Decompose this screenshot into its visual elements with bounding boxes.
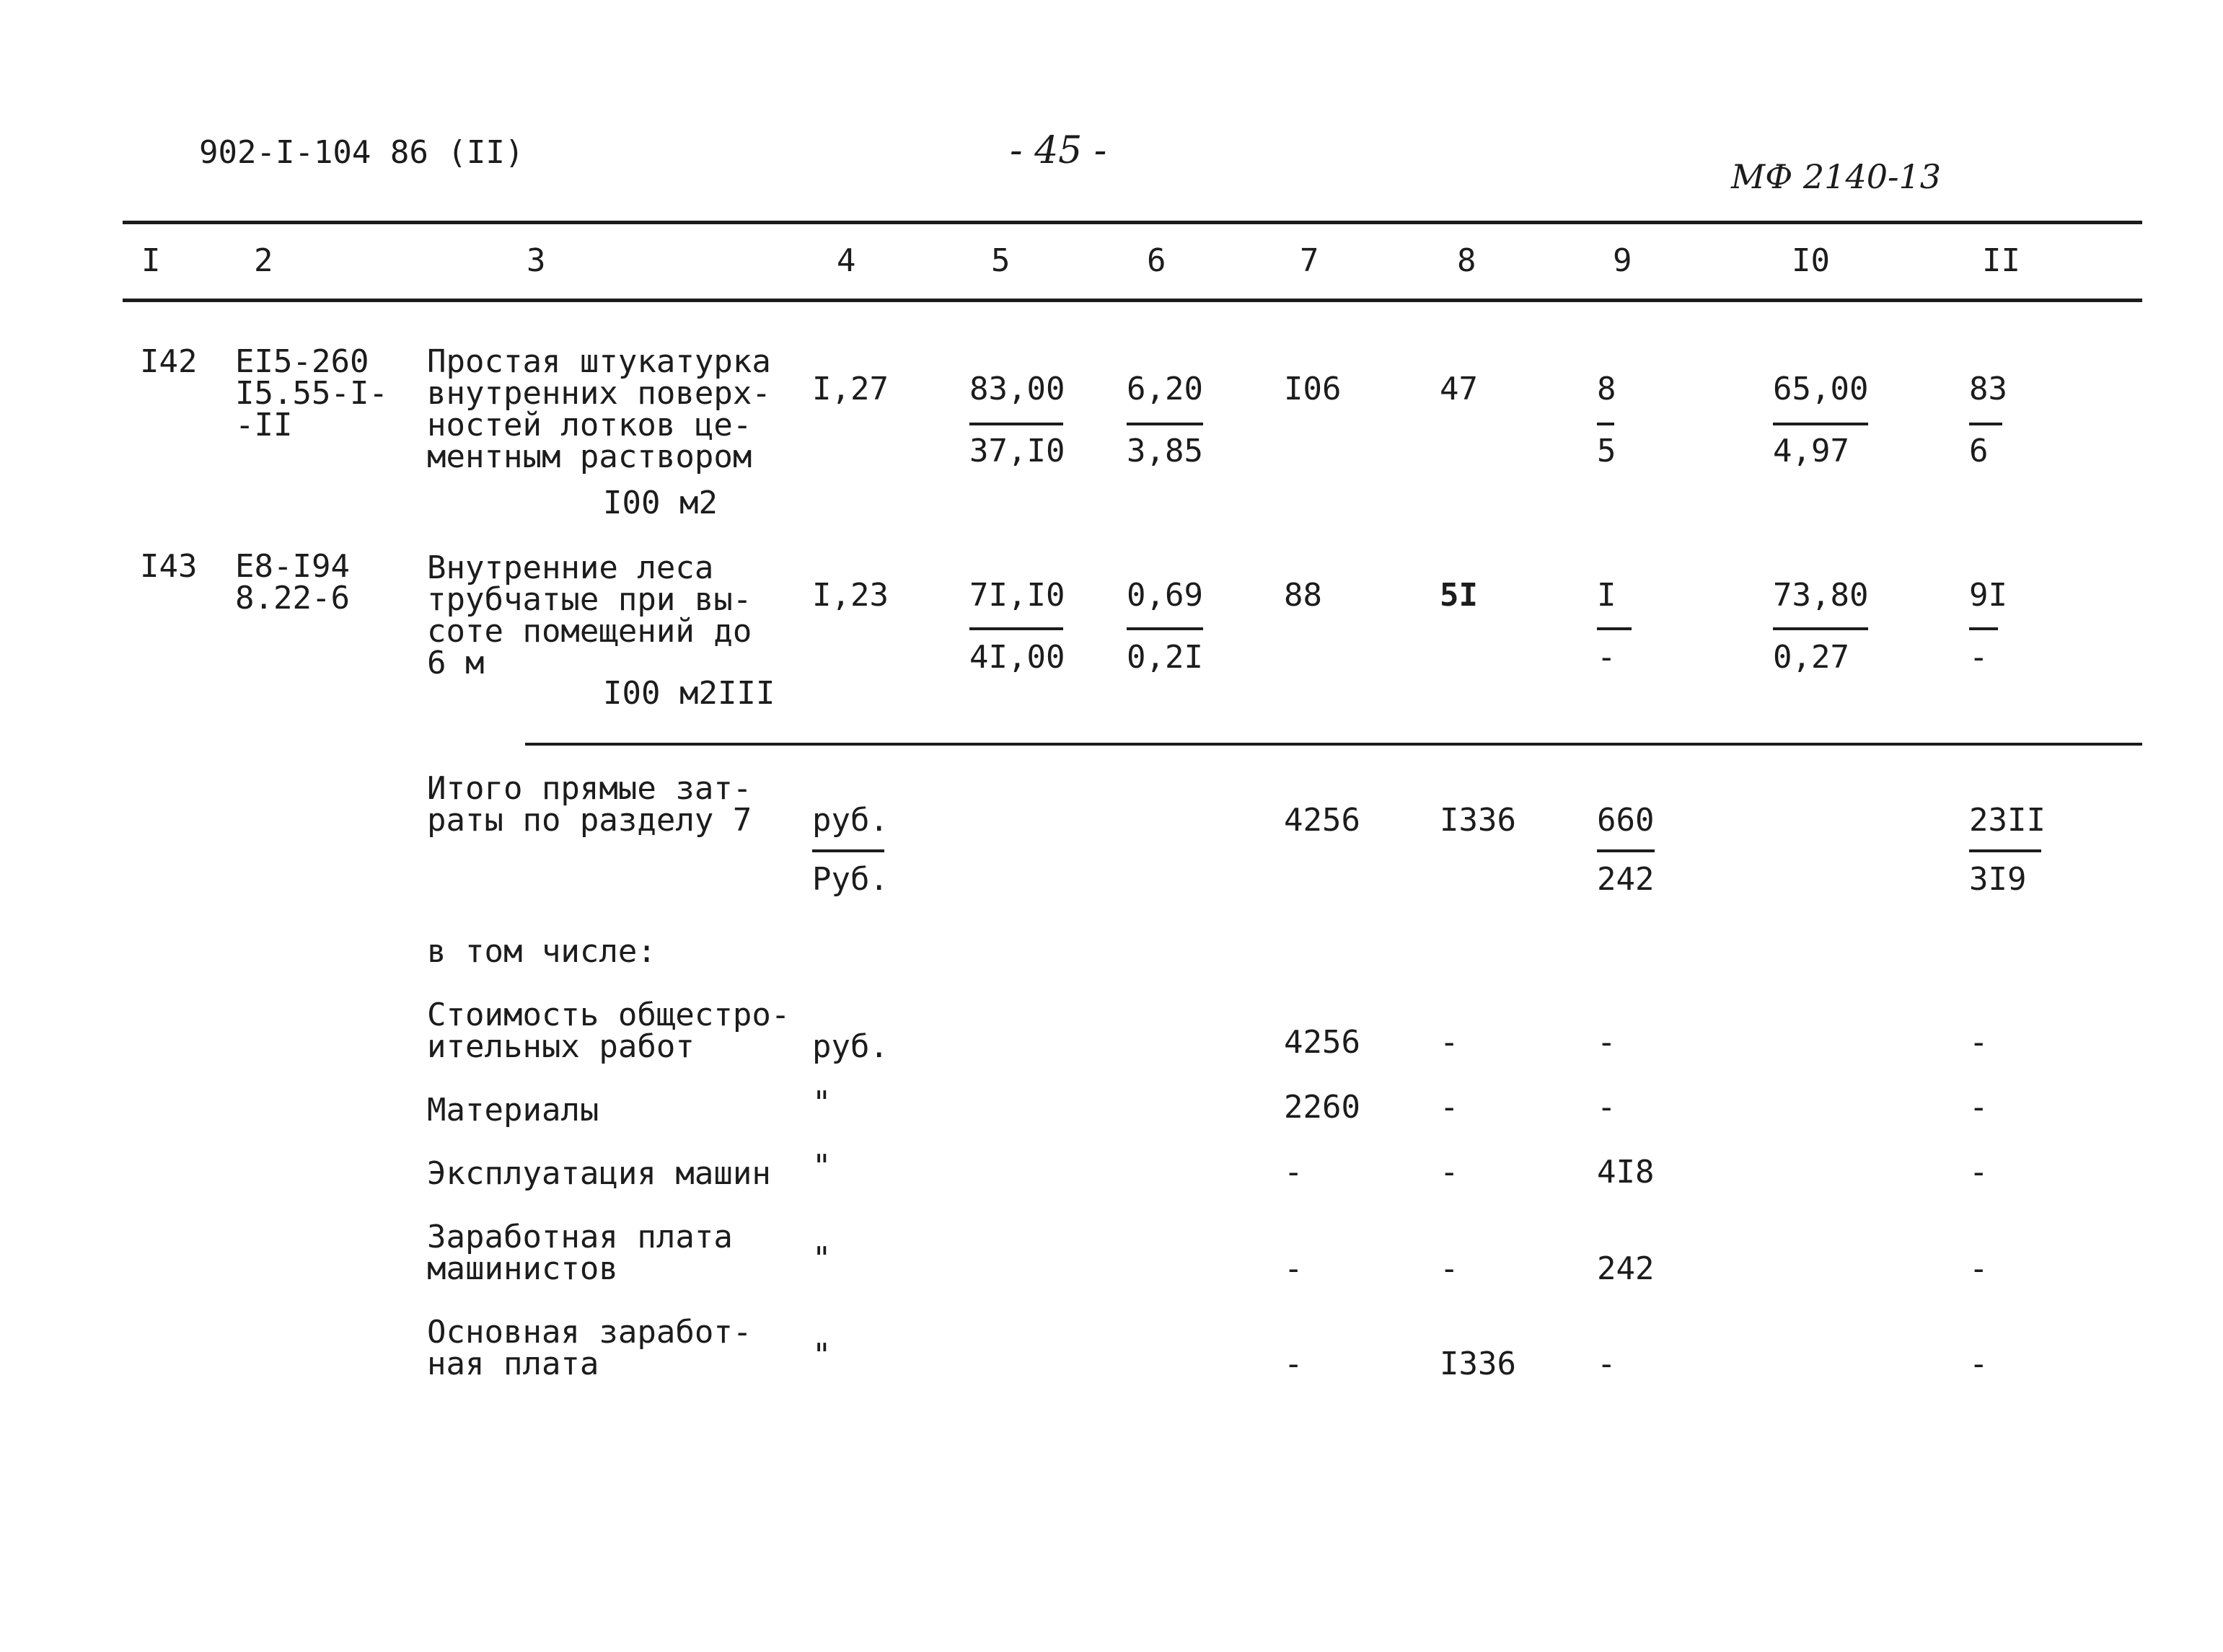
breakdown-label-line: машинистов: [427, 1250, 618, 1287]
row-code-line: 8.22-6: [235, 580, 350, 617]
cell-value: I06: [1284, 371, 1342, 407]
cell-value: 47: [1440, 371, 1478, 407]
total-separator-rule: [525, 743, 2142, 746]
cell-value-top: 83: [1969, 371, 2007, 407]
column-header-7: 7: [1300, 242, 1319, 279]
breakdown-value: I336: [1440, 1346, 1516, 1382]
breakdown-value: -: [1969, 1089, 1989, 1126]
total-value-top: 660: [1597, 802, 1655, 839]
cell-value-top: 65,00: [1773, 371, 1869, 407]
cell-value: 5I: [1440, 577, 1478, 614]
breakdown-value: -: [1969, 1024, 1989, 1061]
row-description-line: ностей лотков це-: [427, 407, 752, 443]
cell-value-top: 9I: [1969, 577, 2007, 614]
cell-value-top: 83,00: [969, 371, 1065, 407]
column-header-9: 9: [1613, 242, 1632, 279]
document-code: 902-I-104 86 (II): [199, 134, 524, 171]
row-description-line: Простая штукатурка: [427, 343, 771, 380]
row-description-line: 6 м: [427, 645, 485, 681]
row-unit: I00 м2III: [603, 675, 775, 712]
column-header-11: II: [1982, 242, 2020, 279]
total-value: I336: [1440, 802, 1516, 839]
row-description-line: внутренних поверх-: [427, 375, 771, 412]
fraction-divider: [1597, 849, 1655, 852]
breakdown-label-line: Эксплуатация машин: [427, 1155, 771, 1192]
breakdown-value: -: [1597, 1024, 1616, 1061]
row-quantity: I,27: [812, 371, 889, 407]
breakdown-value: -: [1440, 1154, 1459, 1191]
fraction-divider: [1969, 423, 2002, 425]
row-code-line: -II: [235, 407, 293, 443]
fraction-divider: [1127, 423, 1203, 425]
fraction-divider: [1127, 627, 1203, 630]
breakdown-label-line: Заработная плата: [427, 1219, 733, 1255]
row-code-line: I5.55-I-: [235, 375, 388, 412]
breakdown-value: -: [1440, 1250, 1459, 1287]
cell-value-top: I: [1597, 577, 1616, 614]
cell-value-top: 8: [1597, 371, 1616, 407]
breakdown-unit: ": [812, 1085, 832, 1121]
total-value-bottom: 242: [1597, 861, 1655, 898]
row-number: I43: [140, 548, 198, 585]
cell-value-top: 73,80: [1773, 577, 1869, 614]
fraction-divider: [969, 423, 1063, 425]
breakdown-label-line: Материалы: [427, 1092, 599, 1128]
breakdown-value: -: [1969, 1346, 1989, 1382]
total-unit-top: руб.: [812, 802, 889, 839]
total-value-bottom: 3I9: [1969, 861, 2027, 898]
breakdown-value: -: [1440, 1089, 1459, 1126]
cell-value-bottom: 0,27: [1773, 639, 1849, 676]
fraction-divider: [1597, 423, 1614, 425]
breakdown-unit: руб.: [812, 1028, 889, 1065]
cell-value-bottom: 5: [1597, 433, 1616, 469]
table-header-bottom-rule: [123, 299, 2142, 302]
cell-value-top: 6,20: [1127, 371, 1203, 407]
fraction-divider: [1969, 627, 1998, 630]
breakdown-value: -: [1597, 1089, 1616, 1126]
fraction-divider: [1773, 627, 1868, 630]
total-value: 4256: [1284, 802, 1360, 839]
row-code-line: EI5-260: [235, 343, 369, 380]
cell-value-bottom: -: [1597, 639, 1616, 676]
page-number: - 45 -: [1010, 129, 1107, 172]
cell-value-top: 0,69: [1127, 577, 1203, 614]
total-value-top: 23II: [1969, 802, 2046, 839]
breakdown-unit: ": [812, 1337, 832, 1374]
column-header-1: I: [141, 242, 161, 279]
breakdown-label-line: ная плата: [427, 1346, 599, 1382]
row-code-line: E8-I94: [235, 548, 350, 585]
column-header-5: 5: [991, 242, 1011, 279]
breakdown-label-line: Основная заработ-: [427, 1314, 752, 1351]
fraction-divider: [1969, 849, 2041, 852]
row-description-line: Внутренние леса: [427, 549, 714, 586]
breakdown-value: -: [1284, 1154, 1303, 1191]
breakdown-value: -: [1440, 1024, 1459, 1061]
column-header-10: I0: [1792, 242, 1830, 279]
column-header-6: 6: [1147, 242, 1166, 279]
breakdown-value: 242: [1597, 1250, 1655, 1287]
row-quantity: I,23: [812, 577, 889, 614]
table-top-rule: [123, 221, 2142, 224]
total-label-line: раты по разделу 7: [427, 802, 752, 839]
fraction-divider: [1597, 627, 1632, 630]
total-unit-bottom: Руб.: [812, 861, 889, 898]
column-header-4: 4: [837, 242, 856, 279]
fraction-divider: [969, 627, 1063, 630]
including-label: в том числе:: [427, 933, 656, 970]
cell-value-bottom: -: [1969, 639, 1989, 676]
cell-value-bottom: 4I,00: [969, 639, 1065, 676]
breakdown-unit: ": [812, 1148, 832, 1185]
breakdown-value: 4I8: [1597, 1154, 1655, 1191]
row-description-line: соте помещений до: [427, 613, 752, 650]
breakdown-value: -: [1969, 1250, 1989, 1287]
cell-value-bottom: 0,2I: [1127, 639, 1203, 676]
breakdown-value: 4256: [1284, 1024, 1360, 1061]
breakdown-label-line: ительных работ: [427, 1028, 695, 1065]
cell-value-bottom: 4,97: [1773, 433, 1849, 469]
column-header-8: 8: [1457, 242, 1476, 279]
column-header-2: 2: [254, 242, 273, 279]
column-header-3: 3: [527, 242, 546, 279]
cell-value-top: 7I,I0: [969, 577, 1065, 614]
cell-value-bottom: 6: [1969, 433, 1989, 469]
row-description-line: ментным раствором: [427, 438, 752, 475]
breakdown-value: -: [1597, 1346, 1616, 1382]
breakdown-label-line: Стоимость общестро-: [427, 997, 791, 1033]
fraction-divider: [812, 849, 884, 852]
cell-value-bottom: 37,I0: [969, 433, 1065, 469]
breakdown-value: -: [1284, 1346, 1303, 1382]
row-description-line: трубчатые при вы-: [427, 581, 752, 618]
breakdown-value: 2260: [1284, 1089, 1360, 1126]
fraction-divider: [1773, 423, 1868, 425]
row-number: I42: [140, 343, 198, 380]
cell-value-bottom: 3,85: [1127, 433, 1203, 469]
breakdown-value: -: [1969, 1154, 1989, 1191]
breakdown-value: -: [1284, 1250, 1303, 1287]
breakdown-unit: ": [812, 1240, 832, 1277]
row-unit: I00 м2: [603, 485, 718, 521]
total-label-line: Итого прямые зат-: [427, 770, 752, 807]
cell-value: 88: [1284, 577, 1322, 614]
document-stamp: МФ 2140-13: [1731, 157, 1942, 196]
